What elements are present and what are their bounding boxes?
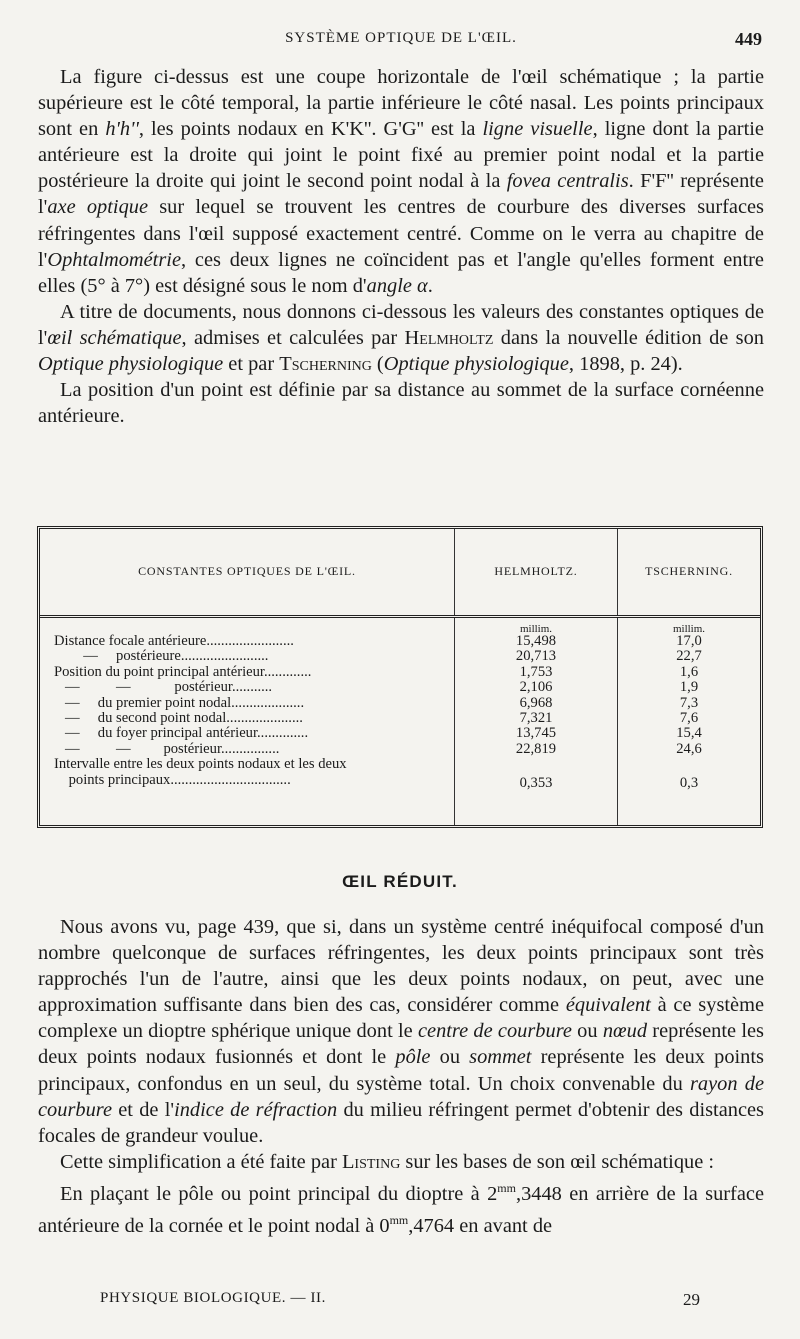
author-name: Listing xyxy=(341,1150,401,1173)
section-heading: ŒIL RÉDUIT. xyxy=(342,872,458,891)
paragraph-dioptre xyxy=(38,1175,764,1239)
table-row-label: — postérieure........................ xyxy=(54,649,269,665)
upper-text xyxy=(38,64,764,429)
table-cell: 1,753 xyxy=(519,664,553,680)
labels-column xyxy=(40,617,455,826)
paragraph-schematic-eye xyxy=(38,64,764,299)
text-run: sur les bases de son œil schématique : xyxy=(400,1150,715,1173)
text-run: ,3448 en arrière de la surface antérieure de la cornée et le point nodal à 0 xyxy=(38,1182,764,1237)
text-run-italic: Optique physiologique xyxy=(38,353,224,376)
paragraph-documents xyxy=(38,299,764,377)
text-run: représente les deux points nodaux fusionnés et dont le xyxy=(38,1020,764,1069)
table-header-row xyxy=(40,529,760,617)
table-cell: 1,6 xyxy=(679,664,699,680)
text-run: ,4764 en avant de xyxy=(408,1214,553,1237)
table-cell: 7,6 xyxy=(679,710,699,726)
text-run-italic: h'h'' xyxy=(105,118,139,141)
constants-table xyxy=(37,526,763,828)
paragraph-listing xyxy=(38,1149,764,1175)
unit-label: millim. xyxy=(672,623,706,635)
text-run: , 1898, p. 24). xyxy=(568,353,683,376)
text-run-italic: fovea centralis xyxy=(506,170,629,193)
table-cell: 22,7 xyxy=(676,649,702,665)
text-run: et par xyxy=(223,353,280,376)
page-number: 449 xyxy=(735,29,762,49)
text-run: ou xyxy=(571,1020,603,1043)
helmholtz-column xyxy=(455,617,618,826)
tscherning-column xyxy=(618,617,761,826)
author-name: Tscherning xyxy=(279,353,372,376)
text-run-italic: œil schématique xyxy=(47,326,182,349)
table-cell: 24,6 xyxy=(676,741,702,757)
paragraph-position: La position d'un point est définie par sa distance au sommet de la surface cornéenne antérieure. xyxy=(38,379,764,428)
paragraph-reduced-eye xyxy=(38,914,764,1149)
text-run-italic: sommet xyxy=(469,1046,532,1069)
table-cell: 7,3 xyxy=(679,695,699,711)
text-run: , admises et calculées par xyxy=(181,326,405,349)
text-run-italic: angle α xyxy=(366,274,428,297)
signature-number: 29 xyxy=(683,1290,700,1309)
text-run: ( xyxy=(371,353,384,376)
text-run: . xyxy=(427,274,433,297)
footer-book-title: PHYSIQUE BIOLOGIQUE. — II. xyxy=(100,1290,326,1306)
unit-superscript: mm xyxy=(389,1212,409,1227)
text-run: sur lequel se trouvent les centres de courbure des diverses surfaces réfringentes dans l'œil supposé exactement centré. Comme on le verra au chapitre de l' xyxy=(38,196,764,271)
table-row-label: — — postérieur................ xyxy=(54,741,280,757)
lower-text xyxy=(38,914,764,1239)
header-helmholtz: HELMHOLTZ. xyxy=(455,529,618,617)
text-run-italic: nœud xyxy=(602,1020,648,1043)
text-run-italic: rayon de courbure xyxy=(38,1072,764,1121)
text-run: Cette simplification a été faite par xyxy=(60,1150,342,1173)
text-run: A titre de documents, nous donnons ci-dessous les valeurs des constantes optiques de l' xyxy=(38,300,764,349)
text-run: , ces deux lignes ne coïncident pas et l'angle qu'elles forment entre elles (5° à 7°) est désigné sous le nom d' xyxy=(38,248,764,297)
table-body-row xyxy=(40,617,760,826)
author-name: Helmholtz xyxy=(404,326,494,349)
text-run: à ce système complexe un dioptre sphérique unique dont le xyxy=(38,994,764,1043)
table-cell: 22,819 xyxy=(515,741,557,757)
unit-superscript: mm xyxy=(497,1180,516,1195)
table-cell: 15,4 xyxy=(676,726,702,742)
text-run: dans la nouvelle édition de son xyxy=(493,326,765,349)
text-run: La figure ci-dessus est une coupe horizontale de l'œil schématique ; la partie supérieure est le côté temporal, la partie inférieure le côté nasal. Les points principaux sont en xyxy=(38,66,764,141)
running-header xyxy=(40,30,762,54)
table-cell: 6,968 xyxy=(519,695,553,711)
table-cell: 17,0 xyxy=(676,634,702,649)
table-cell: 15,498 xyxy=(515,634,557,649)
text-run-italic: ligne visuelle xyxy=(482,118,593,141)
table-cell: 2,106 xyxy=(519,680,553,696)
running-title: SYSTÈME OPTIQUE DE L'ŒIL. xyxy=(285,30,517,46)
text-run: ou xyxy=(430,1046,470,1069)
unit-label: millim. xyxy=(519,623,553,635)
text-run: . F'F'' représente l' xyxy=(38,170,764,219)
header-tscherning: TSCHERNING. xyxy=(618,529,761,617)
text-run-italic: équivalent xyxy=(565,994,651,1017)
table-row-label: Distance focale antérieure........................ xyxy=(54,634,294,649)
page-footer xyxy=(100,1290,700,1312)
text-run: En plaçant le pôle ou point principal du dioptre à 2 xyxy=(60,1182,498,1205)
table-row-label: points principaux................................. xyxy=(54,772,291,788)
table-cell: 1,9 xyxy=(679,680,699,696)
table-row-label: — — postérieur........... xyxy=(54,680,273,696)
table-row-label: — du premier point nodal.................... xyxy=(54,695,305,711)
text-run-italic: centre de courbure xyxy=(417,1020,572,1043)
table-row-label: — du second point nodal..................... xyxy=(54,710,303,726)
text-run: représente les deux points principaux, confondus en un seul, du système total. Un choix convenable du xyxy=(38,1046,764,1095)
table-row-label: Position du point principal antérieur............. xyxy=(54,664,312,680)
text-run-italic: indice de réfraction xyxy=(174,1098,338,1121)
text-run-italic: Ophtalmométrie xyxy=(47,248,181,271)
table-cell: 0,3 xyxy=(679,776,699,792)
text-run: Nous avons vu, page 439, que si, dans un système centré inéquifocal composé d'un nombre quelconque de surfaces réfringentes, les deux points principaux sont très rapprochés l'un de l'autre, ainsi que les deux points nodaux, on peut, avec une approximation suffisante dans bien des cas, considérer comme xyxy=(38,916,764,1017)
text-run-italic: axe optique xyxy=(47,196,149,219)
table-row-label: Intervalle entre les deux points nodaux et les deux xyxy=(54,757,347,773)
table-row-label: — du foyer principal antérieur.............. xyxy=(54,726,309,742)
table-cell: 13,745 xyxy=(515,726,557,742)
text-run: , ligne dont la partie antérieure est la droite qui joint le point fixé au premier point nodal et la partie postérieure la droite qui joint le second point nodal à la xyxy=(38,118,764,193)
table-cell: 0,353 xyxy=(519,776,553,792)
text-run-italic: pôle xyxy=(395,1046,431,1069)
table-cell: 20,713 xyxy=(515,649,557,665)
header-constants: CONSTANTES OPTIQUES DE L'ŒIL. xyxy=(40,529,455,617)
text-run: et de l' xyxy=(112,1098,175,1121)
text-run-italic: Optique physiologique xyxy=(383,353,569,376)
text-run: du milieu réfringent permet d'obtenir des distances focales de grandeur voulue. xyxy=(38,1098,764,1147)
table-cell: 7,321 xyxy=(519,710,553,726)
text-run: , les points nodaux en K'K''. G'G'' est la xyxy=(138,118,483,141)
